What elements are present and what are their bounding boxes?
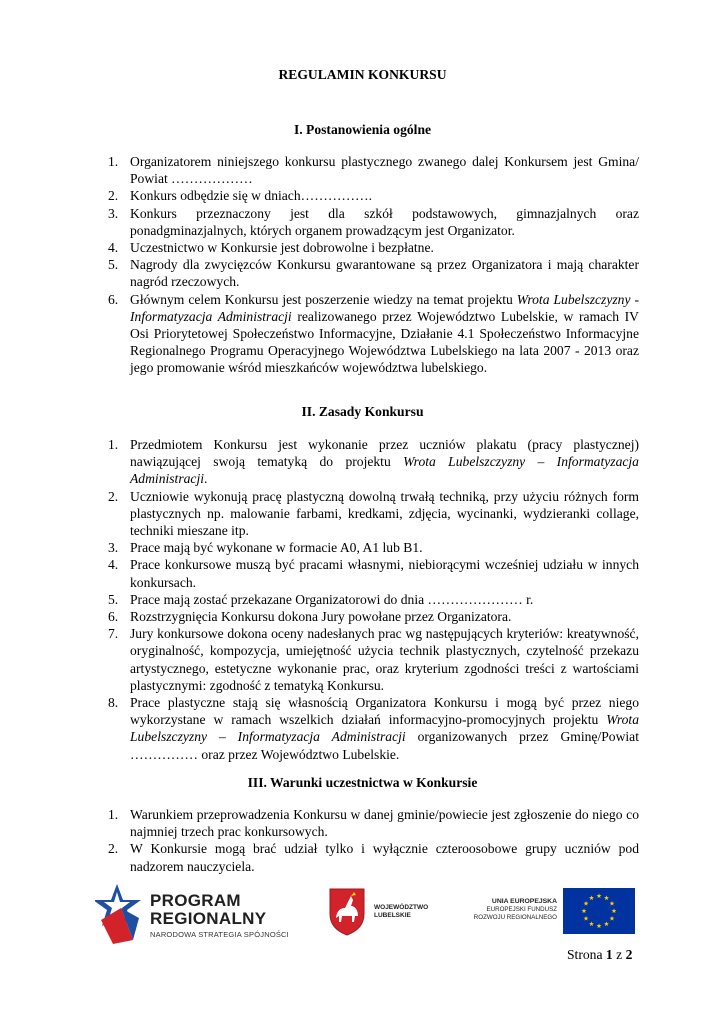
item-text: W Konkursie mogą brać udział tylko i wyłącznie czteroosobowe grupy uczniów pod nadzorem nauczyciela. [130,841,639,874]
list-item [86,539,639,556]
item-number: 2. [108,188,119,204]
item-number: 1. [108,437,119,452]
item-text: Warunkiem przeprowadzenia Konkursu w danej gminie/powiecie jest zgłoszenie do niego co najmniej trzech prac konkursowych. [130,807,639,840]
item-text: Prace mają być wykonane w formacie A0, A1 lub B1. [130,540,423,556]
eu-line-2: EUROPEJSKI FUNDUSZ [486,906,557,913]
eu-line-3: ROZWOJU REGIONALNEGO [473,914,557,921]
project-name: Wrota Lubelszczyzny – Informatyzacja Administracji [130,454,639,487]
project-name: Wrota Lubelszczyzny – Informatyzacja Administracji [130,712,639,745]
list-item [86,556,639,590]
section-heading-2: II. Zasady Konkursu [301,404,424,419]
list-item [86,608,639,625]
project-name: Wrota Lubelszczyzny - Informatyzacja Administracji [130,291,639,324]
item-number: 4. [108,240,119,256]
item-text: organizowanych przez Gminę/Powiat …………… oraz przez Województwo Lubelskie. [130,729,639,762]
item-number: 1. [108,154,119,169]
list-item [86,205,639,239]
item-number: 1. [108,807,119,822]
list-item [86,239,639,256]
item-text: Prace konkursowe muszą być pracami własnymi, niebiorącymi wcześniej udziału w innych konkursach. [130,557,639,590]
item-number: 3. [108,205,119,221]
regionalny-line: REGIONALNY [150,909,267,928]
page-label: Strona [567,947,603,962]
list-item [86,591,639,608]
item-text: Organizatorem niniejszego konkursu plastycznego zwanego dalej Konkursem jest Gmina/ Powiat ……………… [130,154,639,187]
list-item [86,187,639,204]
section-3-list [86,806,639,875]
list-item [86,488,639,540]
list-item [86,694,639,763]
page-current: 1 [605,947,613,962]
strategy-subtitle: NARODOWA STRATEGIA SPÓJNOŚCI [150,930,289,939]
item-number: 3. [108,540,119,556]
wojewodztwo-lubelskie-logo [327,886,447,936]
item-number: 5. [108,591,119,607]
page-number [567,946,632,963]
list-item [86,256,639,290]
item-number: 7. [108,626,119,642]
list-item [86,840,639,874]
item-text: Konkurs przeznaczony jest dla szkół podstawowych, gimnazjalnych oraz ponadgminazjalnych, których organem prowadzącym jest Organizator. [130,205,639,238]
list-item [86,291,639,377]
section-1-list [86,153,639,377]
item-text: . [204,471,208,487]
coat-of-arms-icon [327,886,367,936]
item-text: Nagrody dla zwycięzców Konkursu gwarantowane są przez Organizatora i mają charakter nagród rzeczowych. [130,257,639,290]
page-separator: z [616,947,623,962]
item-text: Prace plastyczne stają się własnością Organizatora Konkursu i mogą być przez niego wykorzystane w ramach wszelkich działań informacyjno-promocyjnych projektu [130,695,639,728]
item-text: Jury konkursowe dokona oceny nadesłanych prac wg następujących kryteriów: kreatywność, oryginalność, kompozycja, umiejętność użycia technik plastycznych, czytelność przekazu artystycznego, estetyczne wykonanie prac, oraz kryterium zgodności treści z wartościami plastycznymi: zgodność z tematyką Konkursu. [130,626,639,693]
region-line-1: WOJEWÓDZTWO [374,904,429,911]
item-number: 4. [108,557,119,573]
item-text: Głównym celem Konkursu jest poszerzenie wiedzy na temat projektu [130,291,517,307]
program-regionalny-logo [95,878,315,944]
section-heading-1: I. Postanowienia ogólne [293,122,432,137]
page-total: 2 [625,947,633,962]
item-text: Uczniowie wykonują pracę plastyczną dowolną trwałą techniką, przy użyciu różnych form plastycznych np. malowanie farbami, kredkami, zdjęcia, wycinanki, wydzieranki collage, techniki mieszane itp. [130,488,639,539]
item-text: Przedmiotem Konkursu jest wykonanie przez uczniów plakatu (pracy plastycznej) nawiązującej swoją tematyką do projektu [130,437,639,470]
eu-flag-icon [563,888,635,934]
item-text: Konkurs odbędzie się w dniach……………. [130,188,372,204]
item-text: Rozstrzygnięcia Konkursu dokona Jury powołane przez Organizatora. [130,609,512,625]
item-number: 5. [108,257,119,273]
item-text: Uczestnictwo w Konkursie jest dobrowolne i bezpłatne. [130,240,434,256]
program-line: PROGRAM [150,891,241,910]
list-item [86,436,639,488]
item-text: Prace mają zostać przekazane Organizatorowi do dnia ………………… r. [130,591,534,607]
eu-fund-logo [465,886,635,936]
region-line-2: LUBELSKIE [374,912,411,919]
list-item [86,625,639,694]
section-heading-3: III. Warunki uczestnictwa w Konkursie [247,775,478,790]
item-text: realizowanego przez Województwo Lubelskie, w ramach IV Osi Priorytetowej Społeczeństwo Informacyjne, Działanie 4.1 Społeczeństwo Informacyjne Regionalnego Programu Operacyjnego Województwa Lubelskiego na lata 2007 - 2013 oraz jego promowanie wśród mieszkańców województwa lubelskiego. [130,308,639,376]
document-title: REGULAMIN KONKURSU [278,67,447,82]
item-number: 2. [108,841,119,857]
item-number: 6. [108,609,119,625]
section-2-list [86,436,639,763]
program-regionalny-star-icon [95,878,147,944]
eu-line-1: UNIA EUROPEJSKA [491,898,557,905]
footer-logos [95,878,635,948]
list-item [86,806,639,840]
item-number: 8. [108,695,119,711]
item-number: 2. [108,488,119,504]
item-number: 6. [108,291,119,307]
list-item [86,153,639,187]
